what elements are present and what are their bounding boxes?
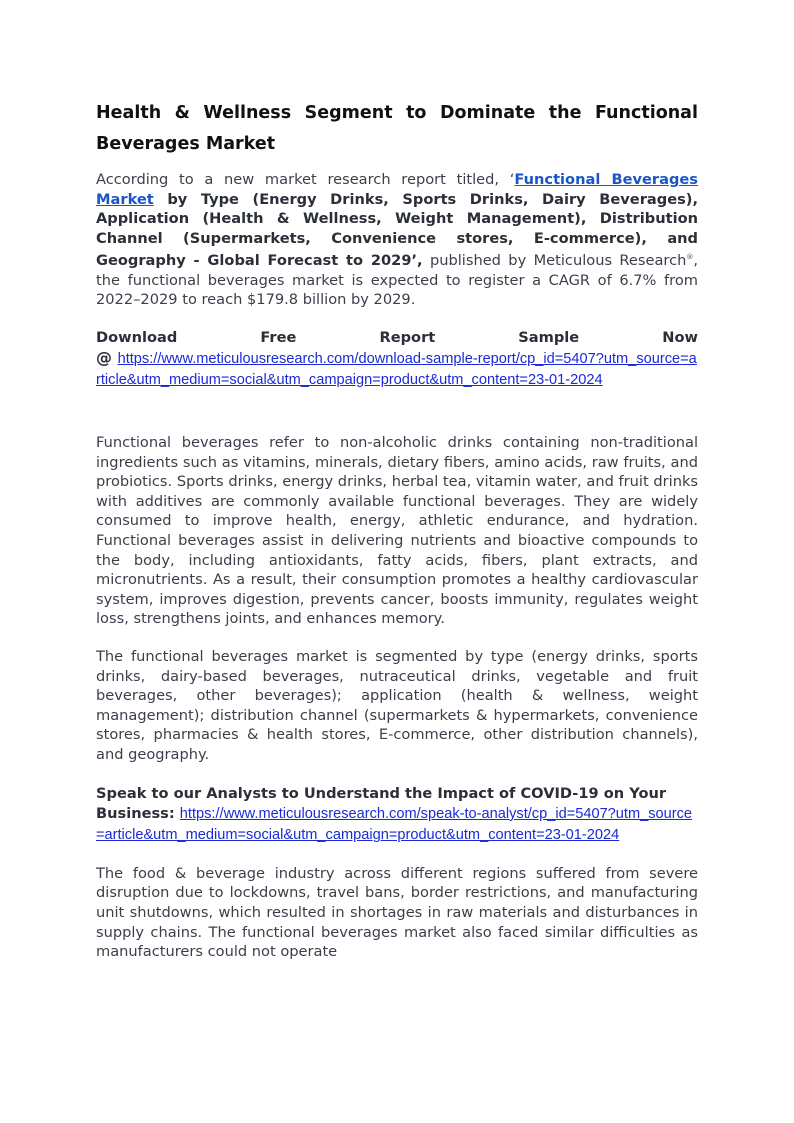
download-heading (96, 328, 698, 348)
publisher-text: published by Meticulous Research (422, 252, 687, 270)
analyst-section (96, 783, 698, 846)
report-title-link[interactable]: Functional Beverages Market (96, 171, 698, 208)
report-title-bold: by Type (Energy Drinks, Sports Drinks, Dairy Beverages), Application (Health & Wellness, Weight Management), Distribution Channel (Supermarkets, Convenience stores, E-commerce), and Geography - Global Forecast to 2029’, (96, 190, 698, 270)
registered-mark: ® (686, 253, 694, 262)
download-word: Report (379, 329, 436, 347)
intro-paragraph (96, 170, 698, 310)
segmentation-paragraph: The functional beverages market is segmented by type (energy drinks, sports drinks, dairy-based beverages, nutraceutical drinks, vegetable and fruit beverages, other beverages); application (health & wellness, weight management); distribution channel (supermarkets & hypermarkets, convenience stores, pharmacies & health stores, E-commerce, other distribution channels), and geography. (96, 647, 698, 763)
download-word: Now (662, 329, 698, 347)
article-body (96, 98, 698, 962)
download-word: Download (96, 329, 178, 347)
covid-impact-paragraph: The food & beverage industry across different regions suffered from severe disruption due to lockdowns, travel bans, border restrictions, and manufacturing unit shutdowns, which resulted in shortages in raw materials and disturbances in supply chains. The functional beverages market also faced similar difficulties as manufacturers could not operate (96, 864, 698, 961)
download-word: Sample (518, 329, 580, 347)
article-title: Health & Wellness Segment to Dominate the Functional Beverages Market (96, 103, 698, 154)
intro-suffix: , the functional beverages market is expected to register a CAGR of 6.7% from 2022–2029 to reach $179.8 billion by 2029. (96, 252, 699, 309)
download-at-sign: @ (96, 347, 118, 367)
download-word: Free (260, 329, 297, 347)
download-sample-link[interactable]: https://www.meticulousresearch.com/download-sample-report/cp_id=5407?utm_source=article&utm_medium=social&utm_campaign=product&utm_content=23-01-2024 (96, 350, 697, 388)
download-section (96, 328, 698, 390)
speak-to-analyst-link[interactable]: https://www.meticulousresearch.com/speak-to-analyst/cp_id=5407?utm_source=article&utm_medium=social&utm_campaign=product&utm_content=23-01-2024 (96, 805, 693, 844)
intro-prefix: According to a new market research report titled, ‘ (96, 171, 515, 188)
definition-paragraph: Functional beverages refer to non-alcoholic drinks containing non-traditional ingredients such as vitamins, minerals, dietary fibers, amino acids, raw fruits, and probiotics. Sports drinks, energy drinks, herbal tea, vitamin water, and fruit drinks with additives are commonly available functional beverages. They are widely consumed to improve health, energy, athletic endurance, and hydration. Functional beverages assist in delivering nutrients and bioactive compounds to the body, including antioxidants, fatty acids, fibers, plant extracts, and micronutrients. As a result, their consumption promotes a healthy cardiovascular system, improves digestion, prevents cancer, boosts immunity, regulates weight loss, strengthens joints, and enhances memory. (96, 434, 698, 628)
analyst-label: Speak to our Analysts to Understand the Impact of COVID-19 on Your Business: (96, 784, 667, 822)
download-link-line (96, 348, 698, 390)
